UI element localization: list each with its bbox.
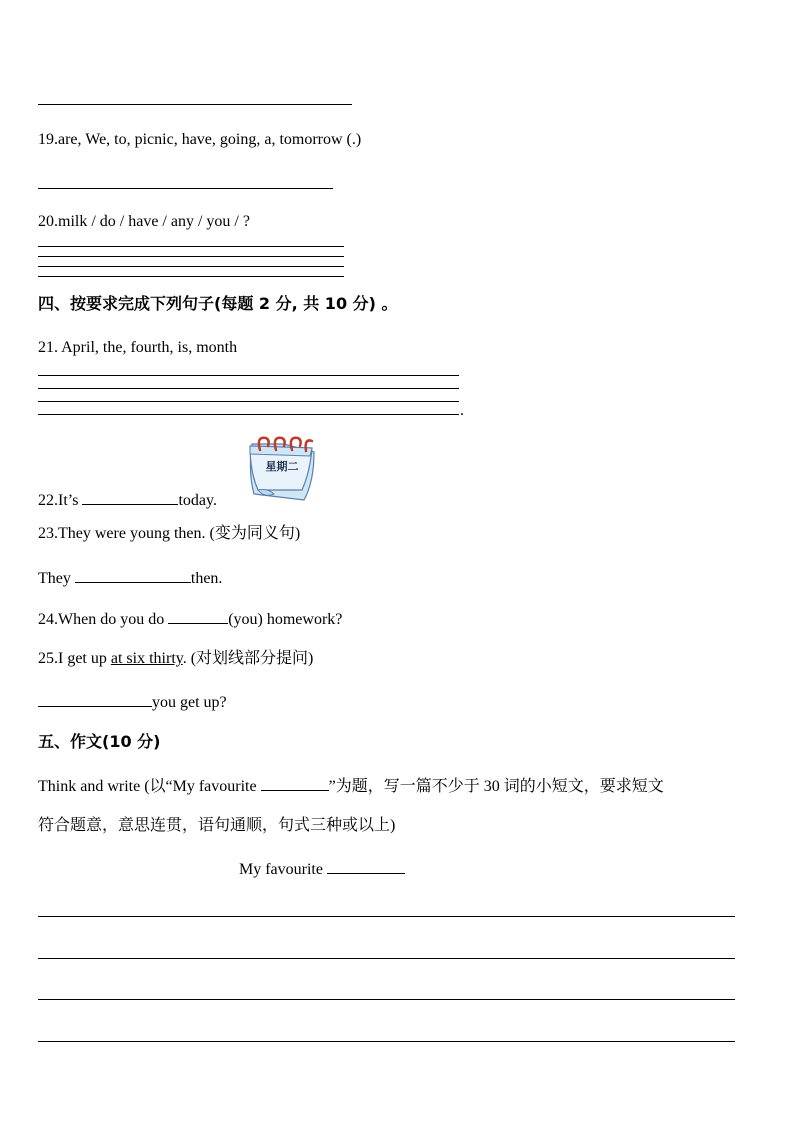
question-22 <box>38 488 217 511</box>
question-21-text: . April, the, fourth, is, month <box>54 339 238 356</box>
composition-line-3[interactable] <box>38 999 735 1000</box>
section-5-heading: 五、作文(10 分) <box>38 732 161 751</box>
composition-title <box>239 857 405 880</box>
question-19-number: 19. <box>38 131 58 148</box>
composition-line-1[interactable] <box>38 916 735 917</box>
composition-line-4[interactable] <box>38 1041 735 1042</box>
writing-line-21-2[interactable] <box>38 388 459 389</box>
answer-blank-24[interactable] <box>168 607 228 624</box>
question-25-prefix: 25.I get up <box>38 650 111 667</box>
question-25-answer <box>38 690 227 713</box>
composition-title-blank[interactable] <box>327 857 405 874</box>
writing-line-20-2[interactable] <box>38 256 344 257</box>
question-23-answer <box>38 566 222 589</box>
question-23-answer-prefix: They <box>38 570 75 587</box>
question-22-prefix: 22.It’s <box>38 492 83 509</box>
writing-line-21-3[interactable] <box>38 401 459 402</box>
question-21 <box>38 338 237 358</box>
question-25-suffix: . (对划线部分提问) <box>182 650 314 667</box>
question-19 <box>38 130 361 150</box>
composition-instruction-prefix: Think and write (以“My favourite <box>38 778 261 795</box>
question-25-underlined: at six thirty <box>110 650 183 667</box>
question-24 <box>38 607 342 630</box>
question-22-suffix: today. <box>178 492 217 509</box>
question-24-suffix: (you) homework? <box>228 611 343 628</box>
question-20-text: milk / do / have / any / you / ? <box>58 213 250 230</box>
answer-blank-25[interactable] <box>38 690 152 707</box>
question-20-number: 20. <box>38 213 58 230</box>
composition-line-2[interactable] <box>38 958 735 959</box>
question-25 <box>38 649 313 669</box>
answer-blank-22[interactable] <box>82 488 178 505</box>
question-21-number: 21 <box>38 339 54 356</box>
section-4-heading: 四、按要求完成下列句子(每题 2 分, 共 10 分) 。 <box>38 294 398 313</box>
question-19-text: are, We, to, picnic, have, going, a, tomorrow (.) <box>58 131 362 148</box>
composition-title-text: My favourite <box>239 861 327 878</box>
question-20 <box>38 212 250 232</box>
writing-line-21-1[interactable] <box>38 375 459 376</box>
question-23-answer-suffix: then. <box>190 570 223 587</box>
writing-line-21-4[interactable] <box>38 414 459 415</box>
writing-line-20-1[interactable] <box>38 246 344 247</box>
writing-line-20-3[interactable] <box>38 266 344 267</box>
answer-blank-23[interactable] <box>75 566 191 583</box>
composition-topic-blank[interactable] <box>261 774 329 791</box>
question-21-period: . <box>460 402 464 419</box>
calendar-weekday-text: 星期二 <box>265 460 299 473</box>
composition-instruction-line-2: 符合题意，意思连贯，语句通顺，句式三种或以上) <box>38 817 396 834</box>
composition-instruction-line-1 <box>38 774 664 797</box>
answer-line-19[interactable] <box>38 188 333 189</box>
question-24-prefix: 24.When do you do <box>38 611 169 628</box>
question-23: 23.They were young then. (变为同义句) <box>38 525 301 542</box>
composition-instruction-suffix: ”为题，写一篇不少于 30 词的小短文，要求短文 <box>328 778 664 795</box>
writing-line-20-4[interactable] <box>38 276 344 277</box>
answer-line-18[interactable] <box>38 104 352 105</box>
question-25-answer-suffix: you get up? <box>152 694 227 711</box>
calendar-icon <box>244 432 322 504</box>
